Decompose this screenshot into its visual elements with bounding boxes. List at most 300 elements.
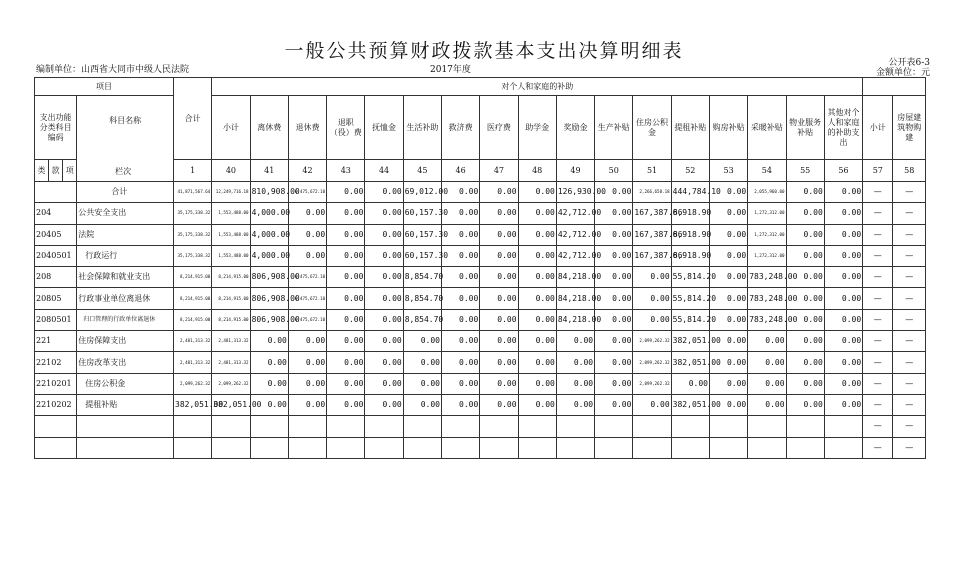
table-cell: 55,814.20 [671,309,709,330]
table-cell: 8,854.70 [403,309,441,330]
table-cell: 0.00 [250,373,288,394]
column-index: 53 [709,160,747,182]
table-cell: 783,248.00 [748,309,786,330]
table-cell: 8,214,915.00 [174,267,212,288]
column-index: 58 [893,160,926,182]
table-cell [824,416,862,437]
table-cell: 8,214,915.00 [212,267,250,288]
table-cell: 0.00 [786,331,824,352]
table-cell: 0.00 [480,245,518,266]
table-cell: 42,712.00 [556,224,594,245]
table-cell: 0.00 [288,224,326,245]
table-cell: — [893,394,926,415]
table-cell: 0.00 [288,245,326,266]
table-cell: 0.00 [288,394,326,415]
table-cell: 8,214,915.00 [212,309,250,330]
table-cell: 0.00 [518,394,556,415]
table-row [35,394,926,415]
table-cell: 84,218.00 [556,309,594,330]
table-cell: 2,099,262.32 [633,373,671,394]
table-cell [518,416,556,437]
table-cell: 0.00 [786,394,824,415]
table-cell: — [863,352,893,373]
row-name: 归口管理的行政单位离退休 [77,309,174,330]
table-cell: 1,272,312.00 [748,203,786,224]
row-name: 行政运行 [77,245,174,266]
table-cell: 0.00 [824,267,862,288]
table-cell: 0.00 [671,373,709,394]
table-cell: 42,712.00 [556,245,594,266]
table-cell: 2,481,313.32 [174,352,212,373]
table-cell: 0.00 [480,373,518,394]
column-index: 45 [403,160,441,182]
family-subsidy-header: 对个人和家庭的补助 [212,78,863,96]
row-code: 221 [35,331,77,352]
table-cell: 0.00 [824,373,862,394]
table-cell: 0.00 [250,394,288,415]
table-cell: 0.00 [288,331,326,352]
table-cell: — [893,416,926,437]
table-cell: 0.00 [441,373,479,394]
table-cell: 0.00 [595,245,633,266]
table-cell: 69,012.00 [403,182,441,203]
table-row [35,245,926,266]
table-cell: 0.00 [480,267,518,288]
column-index: 52 [671,160,709,182]
column-index: 43 [327,160,365,182]
table-cell: 42,712.00 [556,203,594,224]
table-cell: 0.00 [365,373,403,394]
table-cell: 0.00 [250,352,288,373]
total-header: 合计 [174,78,212,160]
table-cell: 0.00 [786,182,824,203]
column-header: 房屋建筑物购建 [893,96,926,160]
table-cell: — [893,267,926,288]
row-code: 2210201 [35,373,77,394]
table-cell: 55,814.20 [671,267,709,288]
table-cell: — [893,182,926,203]
table-cell: 1,553,488.00 [212,224,250,245]
table-cell: — [863,331,893,352]
expenditure-table [34,77,926,459]
capital-header [863,78,926,96]
table-row [35,203,926,224]
table-cell: 8,854.70 [403,267,441,288]
table-cell: 2,099,262.32 [633,331,671,352]
table-cell: — [893,352,926,373]
table-cell: — [893,245,926,266]
column-index: 50 [595,160,633,182]
table-cell: 0.00 [633,288,671,309]
xiang-header: 项 [63,160,77,182]
table-cell: 0.00 [824,394,862,415]
table-cell: 0.00 [595,288,633,309]
table-cell: 0.00 [288,373,326,394]
table-cell: 0.00 [709,309,747,330]
column-header: 小计 [863,96,893,160]
table-cell [595,416,633,437]
table-cell: 1,272,312.00 [748,224,786,245]
table-cell: 0.00 [365,309,403,330]
table-cell [288,416,326,437]
row-name: 行政事业单位离退休 [77,288,174,309]
table-cell: 126,930.00 [556,182,594,203]
table-cell: 0.00 [786,309,824,330]
table-cell: 84,218.00 [556,267,594,288]
table-cell: 0.00 [365,352,403,373]
column-index: 44 [365,160,403,182]
table-cell: 810,908.00 [250,182,288,203]
table-cell [250,437,288,458]
table-cell: 8,214,915.00 [212,288,250,309]
table-cell: — [863,288,893,309]
table-cell [212,416,250,437]
table-cell: 0.00 [518,203,556,224]
table-cell: 6,918.90 [671,203,709,224]
row-code: 208 [35,267,77,288]
table-cell: 0.00 [365,394,403,415]
table-cell: 6,918.90 [671,224,709,245]
table-cell: 0.00 [403,331,441,352]
row-code: 204 [35,203,77,224]
table-cell [671,437,709,458]
table-cell: 167,387.86 [633,224,671,245]
table-cell: — [893,331,926,352]
table-cell: 0.00 [441,331,479,352]
table-cell: 0.00 [556,331,594,352]
table-cell: 0.00 [824,331,862,352]
table-cell: 0.00 [786,352,824,373]
table-cell: 0.00 [365,203,403,224]
table-cell: 806,908.00 [250,309,288,330]
column-header: 退休费 [288,96,326,160]
table-cell: 0.00 [403,352,441,373]
row-code [35,182,77,203]
table-cell: 0.00 [709,331,747,352]
table-cell: 0.00 [327,352,365,373]
table-cell: 0.00 [709,224,747,245]
table-cell: 0.00 [709,267,747,288]
table-cell: 167,387.86 [633,203,671,224]
table-cell: 0.00 [327,245,365,266]
table-cell [556,437,594,458]
table-row [35,373,926,394]
row-code: 20805 [35,288,77,309]
table-cell: 0.00 [441,182,479,203]
table-cell [786,416,824,437]
table-row [35,182,926,203]
table-cell [748,437,786,458]
table-cell: 0.00 [480,203,518,224]
table-cell: 382,051.00 [671,352,709,373]
table-cell: 382,051.00 [671,331,709,352]
table-cell: — [863,182,893,203]
table-meta [876,58,930,78]
table-cell: 6,475,672.10 [288,309,326,330]
table-cell: 6,475,672.10 [288,288,326,309]
column-index: 40 [212,160,250,182]
table-cell: 0.00 [441,309,479,330]
table-cell [365,437,403,458]
column-header: 生活补助 [403,96,441,160]
table-cell [709,416,747,437]
table-cell: 0.00 [595,331,633,352]
table-cell: 6,475,672.10 [288,182,326,203]
table-row [35,309,926,330]
table-cell [786,437,824,458]
table-cell [327,416,365,437]
table-cell: 0.00 [595,394,633,415]
table-cell: 0.00 [327,224,365,245]
table-cell [174,437,212,458]
table-row [35,288,926,309]
table-cell: 0.00 [327,373,365,394]
table-cell [556,416,594,437]
row-name: 提租补贴 [77,394,174,415]
table-row [35,352,926,373]
table-cell: 0.00 [327,182,365,203]
page-title: 一般公共预算财政拨款基本支出决算明细表 [284,40,684,62]
table-cell [441,437,479,458]
row-code: 22102 [35,352,77,373]
table-cell: 0.00 [518,182,556,203]
column-index: 49 [556,160,594,182]
table-cell: — [893,437,926,458]
table-cell: 2,099,262.32 [633,352,671,373]
table-cell: 0.00 [518,245,556,266]
column-index: 57 [863,160,893,182]
table-cell: 60,157.30 [403,203,441,224]
table-cell: 0.00 [824,245,862,266]
table-row [35,267,926,288]
table-cell: 0.00 [824,203,862,224]
table-cell [480,437,518,458]
table-cell: 0.00 [518,288,556,309]
table-cell: 0.00 [518,309,556,330]
table-cell: 0.00 [365,245,403,266]
row-name: 法院 [77,224,174,245]
table-cell: 0.00 [441,352,479,373]
row-code: 2210202 [35,394,77,415]
table-cell: 8,854.70 [403,288,441,309]
table-cell: 0.00 [327,309,365,330]
table-cell: 0.00 [748,331,786,352]
column-header: 其他对个人和家庭的补助支出 [824,96,862,160]
table-cell: 4,000.00 [250,224,288,245]
table-row [35,224,926,245]
table-cell: 12,249,716.18 [212,182,250,203]
table-cell: 0.00 [327,203,365,224]
table-cell: — [863,267,893,288]
column-index: 55 [786,160,824,182]
project-header: 项目 [35,78,174,96]
row-name: 社会保障和就业支出 [77,267,174,288]
table-cell: 444,784.10 [671,182,709,203]
table-cell: 0.00 [595,267,633,288]
table-cell: — [863,245,893,266]
table-cell: 0.00 [824,352,862,373]
table-cell: 0.00 [441,224,479,245]
table-cell: 0.00 [365,267,403,288]
table-cell: 0.00 [709,352,747,373]
table-cell: 0.00 [786,224,824,245]
table-cell: 0.00 [709,373,747,394]
row-name: 住房公积金 [77,373,174,394]
table-cell: 0.00 [824,224,862,245]
table-cell: 0.00 [709,203,747,224]
table-cell: 0.00 [480,288,518,309]
table-cell [288,437,326,458]
table-cell: 0.00 [633,267,671,288]
table-cell: 0.00 [518,352,556,373]
table-cell: 4,000.00 [250,245,288,266]
column-index: 51 [633,160,671,182]
table-cell: 0.00 [709,182,747,203]
table-cell: 382,051.00 [212,394,250,415]
table-cell: — [863,416,893,437]
table-cell [671,416,709,437]
column-header: 抚恤金 [365,96,403,160]
column-header: 退职（役）费 [327,96,365,160]
table-cell: 0.00 [480,182,518,203]
column-index: 48 [518,160,556,182]
table-cell [403,416,441,437]
table-cell: 0.00 [480,352,518,373]
table-cell: 0.00 [518,331,556,352]
table-cell: — [863,373,893,394]
table-cell [365,416,403,437]
table-cell: 2,481,313.32 [212,352,250,373]
row-name: 合计 [77,182,174,203]
table-cell: — [863,394,893,415]
table-cell: 0.00 [824,182,862,203]
column-index: 42 [288,160,326,182]
table-cell: 8,214,915.00 [174,288,212,309]
table-cell: 60,157.30 [403,224,441,245]
table-cell: 2,099,262.32 [212,373,250,394]
table-cell: 0.00 [518,373,556,394]
column-header: 购房补贴 [709,96,747,160]
table-cell: 0.00 [595,224,633,245]
table-cell: 0.00 [365,331,403,352]
column-header: 助学金 [518,96,556,160]
table-cell: 0.00 [518,224,556,245]
row-code: 2040501 [35,245,77,266]
table-cell: 2,266,650.18 [633,182,671,203]
table-cell: 0.00 [441,288,479,309]
table-cell: — [893,309,926,330]
table-cell: 0.00 [556,394,594,415]
table-cell: 6,918.90 [671,245,709,266]
table-cell: 8,214,915.00 [174,309,212,330]
table-cell: 382,051.00 [174,394,212,415]
table-cell: 0.00 [480,224,518,245]
column-index: 46 [441,160,479,182]
table-cell: 0.00 [441,245,479,266]
table-cell: 0.00 [824,309,862,330]
column-header: 奖励金 [556,96,594,160]
row-name: 住房保障支出 [77,331,174,352]
table-cell: 0.00 [365,182,403,203]
row-code: 2080501 [35,309,77,330]
table-cell: 0.00 [480,394,518,415]
column-header: 住房公积金 [633,96,671,160]
table-cell: 0.00 [748,373,786,394]
table-cell: 0.00 [441,267,479,288]
table-cell: 806,908.00 [250,288,288,309]
table-cell: 0.00 [786,203,824,224]
table-cell: 0.00 [709,394,747,415]
table-cell: 0.00 [365,288,403,309]
table-cell: 0.00 [480,331,518,352]
table-cell: 1,272,312.00 [748,245,786,266]
table-cell: 0.00 [709,288,747,309]
table-cell: 0.00 [480,309,518,330]
table-cell: 0.00 [556,373,594,394]
column-header: 采暖补贴 [748,96,786,160]
table-cell: 783,248.00 [748,267,786,288]
empty-row [35,437,926,458]
table-cell: — [863,224,893,245]
table-cell [748,416,786,437]
table-cell: 0.00 [556,352,594,373]
table-cell: — [893,224,926,245]
table-cell: 35,175,338.32 [174,245,212,266]
table-cell: 0.00 [786,245,824,266]
report-year: 2017年度 [430,65,471,75]
table-cell: 0.00 [365,224,403,245]
column-index: 1 [174,160,212,182]
table-cell [633,416,671,437]
table-cell: 0.00 [709,245,747,266]
table-cell: 0.00 [327,331,365,352]
column-index: 47 [480,160,518,182]
table-cell: 0.00 [595,352,633,373]
column-header: 小计 [212,96,250,160]
table-cell [77,416,174,437]
lanci-label: 栏次 [115,166,132,176]
table-cell: 0.00 [633,394,671,415]
table-cell [403,437,441,458]
table-cell: 0.00 [595,182,633,203]
table-cell: 0.00 [786,267,824,288]
table-cell: 35,175,338.32 [174,203,212,224]
table-cell: 2,481,313.32 [212,331,250,352]
table-cell: 0.00 [250,331,288,352]
table-cell: 0.00 [786,373,824,394]
table-cell: 0.00 [327,288,365,309]
table-cell [250,416,288,437]
table-cell [824,437,862,458]
table-cell: 0.00 [595,309,633,330]
column-header: 医疗费 [480,96,518,160]
row-code: 20405 [35,224,77,245]
compiling-unit: 编制单位：山西省大同市中级人民法院 [36,65,190,75]
empty-row [35,416,926,437]
table-cell [77,437,174,458]
table-cell: — [863,437,893,458]
column-header: 离休费 [250,96,288,160]
row-name: 住房改革支出 [77,352,174,373]
table-cell: 0.00 [786,288,824,309]
column-index: 54 [748,160,786,182]
table-cell [709,437,747,458]
table-cell: 167,387.86 [633,245,671,266]
column-index: 41 [250,160,288,182]
table-cell: 0.00 [748,352,786,373]
subject-name-header: 科目名称 [77,96,174,182]
column-header: 物业服务补贴 [786,96,824,160]
